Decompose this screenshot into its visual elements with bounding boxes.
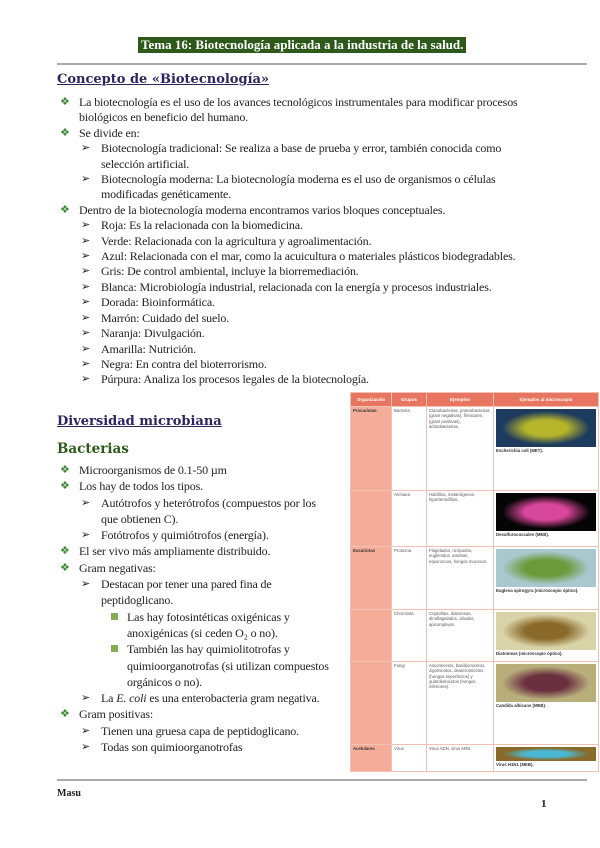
microscope-image xyxy=(496,409,596,447)
examples-cell: Criptofitas, diatomeas, dinoflagelados, ciliados, apicomplejos. xyxy=(427,610,494,662)
organization-cell xyxy=(351,662,392,745)
list-item xyxy=(57,342,587,357)
list-item-text: Naranja: Divulgación. xyxy=(101,326,205,341)
biotech-list xyxy=(57,95,587,388)
arrow-bullet-icon: ➢ xyxy=(81,327,91,340)
list-item-text: Microorganismos de 0.1-50 µm xyxy=(79,463,227,477)
list-item-text: Blanca: Microbiología industrial, relacionada con la energía y procesos industriales. xyxy=(101,279,492,294)
arrow-bullet-icon: ➢ xyxy=(81,373,91,386)
list-item xyxy=(57,203,587,218)
section-heading: Concepto de «Biotecnología» xyxy=(57,72,270,87)
table-row xyxy=(351,662,599,745)
table-header-cell: Ejemplos xyxy=(427,393,494,407)
microscope-image xyxy=(496,747,596,761)
list-item-text: que obtienen C). xyxy=(101,511,179,526)
microscope-image-cell xyxy=(494,610,599,662)
diamond-bullet-icon: ❖ xyxy=(60,126,70,139)
list-item-text: es una enterobacteria gram negativa. xyxy=(146,691,320,706)
image-caption: Candida albicans (MEB). xyxy=(496,703,547,708)
list-item-text: El ser vivo más ampliamente distribuido. xyxy=(79,544,271,559)
group-cell: Archaea xyxy=(392,491,427,547)
list-item xyxy=(57,141,587,156)
list-item-text: anoxigénicas (si ceden O₂ o no). xyxy=(127,625,278,640)
list-item-text: Roja: Es la relacionada con la biomedicina. xyxy=(101,218,303,233)
list-item-text: Biotecnología tradicional: Se realiza a base de prueba y error, también conocida como xyxy=(101,141,502,156)
list-item xyxy=(57,187,587,202)
list-item-text: peptidoglicano. xyxy=(101,593,174,608)
table-header-cell: Grupos xyxy=(392,393,427,407)
organization-cell: Acelulares xyxy=(351,745,392,772)
list-item-text: Dorada: Bioinformática. xyxy=(101,295,215,310)
list-item xyxy=(57,690,347,706)
list-item-text: Destacan por tener una pared fina de xyxy=(101,577,272,592)
list-item-text: biológicos en beneficio del humano. xyxy=(79,110,249,125)
list-item xyxy=(57,641,347,657)
table-header-cell: Ejemplos al microscopio xyxy=(494,393,599,407)
image-caption: Desulfurococcales (MEB). xyxy=(496,532,550,537)
microscope-image-cell xyxy=(494,547,599,610)
divider xyxy=(57,63,587,65)
diamond-bullet-icon: ❖ xyxy=(60,708,70,721)
table-row xyxy=(351,745,599,772)
table-row xyxy=(351,610,599,662)
arrow-bullet-icon: ➢ xyxy=(81,219,91,232)
arrow-bullet-icon: ➢ xyxy=(81,741,91,754)
list-item-text: Dentro de la biotecnología moderna encontramos varios bloques conceptuales. xyxy=(79,202,446,217)
list-item-text: También las hay quimiolitotrofas y xyxy=(127,642,290,657)
list-item-text: Las hay fotosintéticas oxigénicas y xyxy=(127,609,290,624)
subsection-heading: Bacterias xyxy=(57,441,129,457)
arrow-bullet-icon: ➢ xyxy=(81,234,91,247)
list-item xyxy=(57,495,347,511)
list-item xyxy=(57,592,347,608)
list-item xyxy=(57,462,347,478)
list-item xyxy=(57,249,587,264)
arrow-bullet-icon: ➢ xyxy=(81,692,91,705)
group-cell: Protozoa xyxy=(392,547,427,610)
list-item xyxy=(57,527,347,543)
page-number: 1 xyxy=(541,798,547,810)
list-item-text: Azul: Relacionada con el mar, como la acuicultura o materiales plásticos biodegradables. xyxy=(101,249,516,264)
diamond-bullet-icon: ❖ xyxy=(60,561,70,574)
list-item-text: Verde: Relacionada con la agricultura y agroalimentación. xyxy=(101,233,372,248)
italic-species-name: E. coli xyxy=(116,691,147,706)
list-item xyxy=(57,311,587,326)
diamond-bullet-icon: ❖ xyxy=(60,464,70,476)
list-item xyxy=(57,723,347,739)
list-item-text: selección artificial. xyxy=(101,156,190,171)
group-cell: Virus xyxy=(392,745,427,772)
image-caption: Euglena spirogyra (microscopio óptico). xyxy=(496,588,579,593)
list-item-text: Gram negativas: xyxy=(79,560,156,575)
list-item xyxy=(57,357,587,372)
list-item-text: Marrón: Cuidado del suelo. xyxy=(101,310,230,325)
table-row xyxy=(351,547,599,610)
arrow-bullet-icon: ➢ xyxy=(81,529,91,542)
list-item xyxy=(57,739,347,755)
list-item xyxy=(57,95,587,110)
list-item xyxy=(57,110,587,125)
list-item-text: Gris: De control ambiental, incluye la biorremediación. xyxy=(101,264,359,279)
microscope-image xyxy=(496,549,596,587)
diamond-bullet-icon: ❖ xyxy=(60,96,70,108)
microscope-image xyxy=(496,612,596,650)
list-item-text: Amarilla: Nutrición. xyxy=(101,341,196,356)
image-caption: Diatomeas (microscopio óptico). xyxy=(496,651,563,656)
list-item xyxy=(57,157,587,172)
list-item xyxy=(57,295,587,310)
list-item xyxy=(57,218,587,233)
list-item xyxy=(57,264,587,279)
diamond-bullet-icon: ❖ xyxy=(60,545,70,558)
organization-cell: Procariotas xyxy=(351,407,392,491)
organization-cell xyxy=(351,491,392,547)
examples-cell: Ascomicetos, basidiomicetos, zigomicetos, deuteromicetos (hongos imperfectos) y quitridiomicetos (hongos inferiores). xyxy=(427,662,494,745)
arrow-bullet-icon: ➢ xyxy=(81,173,91,186)
list-item xyxy=(57,625,347,641)
table-row xyxy=(351,491,599,547)
list-item-text: Púrpura: Analiza los procesos legales de la biotecnología. xyxy=(101,372,369,387)
diamond-bullet-icon: ❖ xyxy=(60,203,70,216)
list-item-text: Biotecnología moderna: La biotecnología moderna es el uso de organismos o células xyxy=(101,172,496,187)
list-item-text: Se divide en: xyxy=(79,125,140,140)
list-item xyxy=(57,280,587,295)
list-item-text: Tienen una gruesa capa de peptidoglicano. xyxy=(101,723,300,738)
arrow-bullet-icon: ➢ xyxy=(81,724,91,737)
image-caption: Escherichia coli (MET). xyxy=(496,448,544,453)
list-item xyxy=(57,658,347,674)
organization-cell xyxy=(351,610,392,662)
list-item xyxy=(57,511,347,527)
list-item xyxy=(57,576,347,592)
square-bullet-icon xyxy=(111,613,118,620)
examples-cell: Cianobacterias, proteobacterias (gram negativas), firmicutes (gram positivas), actinobacterias. xyxy=(427,407,494,491)
group-cell: Bacteria xyxy=(392,407,427,491)
list-item-text: modificadas genéticamente. xyxy=(101,187,232,202)
arrow-bullet-icon: ➢ xyxy=(81,142,91,155)
list-item xyxy=(57,560,347,576)
arrow-bullet-icon: ➢ xyxy=(81,578,91,591)
footer-author: Masu xyxy=(57,788,81,799)
list-item-text: Gram positivas: xyxy=(79,707,154,722)
microscope-image-cell xyxy=(494,407,599,491)
table-header-cell: Organización xyxy=(351,393,392,407)
footer-divider xyxy=(57,779,587,781)
list-item-text: Autótrofos y heterótrofos (compuestos por los xyxy=(101,495,316,510)
arrow-bullet-icon: ➢ xyxy=(81,342,91,355)
arrow-bullet-icon: ➢ xyxy=(81,496,91,509)
group-cell: Fungi xyxy=(392,662,427,745)
list-item xyxy=(57,234,587,249)
examples-cell: Halófilos, metanógenos, hipertermófilos. xyxy=(427,491,494,547)
list-item-text: La biotecnología es el uso de los avances tecnológicos instrumentales para modificar procesos xyxy=(79,95,518,109)
list-item xyxy=(57,478,347,494)
examples-cell: Virus ADN, virus ARN. xyxy=(427,745,494,772)
list-item xyxy=(57,326,587,341)
group-cell: Chromista xyxy=(392,610,427,662)
list-item-text: Todas son quimioorganotrofas xyxy=(101,740,243,755)
image-caption: Virus H1N1 (MEB). xyxy=(496,762,534,767)
list-item xyxy=(57,543,347,559)
arrow-bullet-icon: ➢ xyxy=(81,250,91,263)
square-bullet-icon xyxy=(111,645,118,652)
organization-cell: Eucariotas xyxy=(351,547,392,610)
list-item xyxy=(57,172,587,187)
arrow-bullet-icon: ➢ xyxy=(81,265,91,278)
list-item-text: La xyxy=(101,691,117,706)
arrow-bullet-icon: ➢ xyxy=(81,296,91,309)
table-row xyxy=(351,407,599,491)
document-title: Tema 16: Biotecnología aplicada a la industria de la salud. xyxy=(138,37,466,53)
microscope-image-cell xyxy=(494,745,599,772)
examples-cell: Flagelados, rizópodos, euglénidos, amebas, esporozoos, hongos mucosos. xyxy=(427,547,494,610)
microscope-image xyxy=(496,493,596,531)
list-item xyxy=(57,609,347,625)
arrow-bullet-icon: ➢ xyxy=(81,280,91,293)
list-item-text: Negra: En contra del bioterrorismo. xyxy=(101,356,267,371)
list-item-text: orgánicos o no). xyxy=(127,674,203,689)
list-item-text: Los hay de todos los tipos. xyxy=(79,479,203,494)
arrow-bullet-icon: ➢ xyxy=(81,311,91,324)
diamond-bullet-icon: ❖ xyxy=(60,480,70,493)
microbial-diversity-table xyxy=(350,392,599,772)
section-heading: Diversidad microbiana xyxy=(57,414,222,429)
arrow-bullet-icon: ➢ xyxy=(81,357,91,370)
list-item-text: Fotótrofos y quimiótrofos (energía). xyxy=(101,528,269,543)
list-item xyxy=(57,706,347,722)
list-item-text: quimioorganotrofas (si utilizan compuestos xyxy=(127,658,329,673)
bacteria-list xyxy=(57,462,347,755)
list-item xyxy=(57,372,587,387)
microscope-image-cell xyxy=(494,662,599,745)
microscope-image-cell xyxy=(494,491,599,547)
list-item xyxy=(57,126,587,141)
list-item xyxy=(57,674,347,690)
microscope-image xyxy=(496,664,596,702)
